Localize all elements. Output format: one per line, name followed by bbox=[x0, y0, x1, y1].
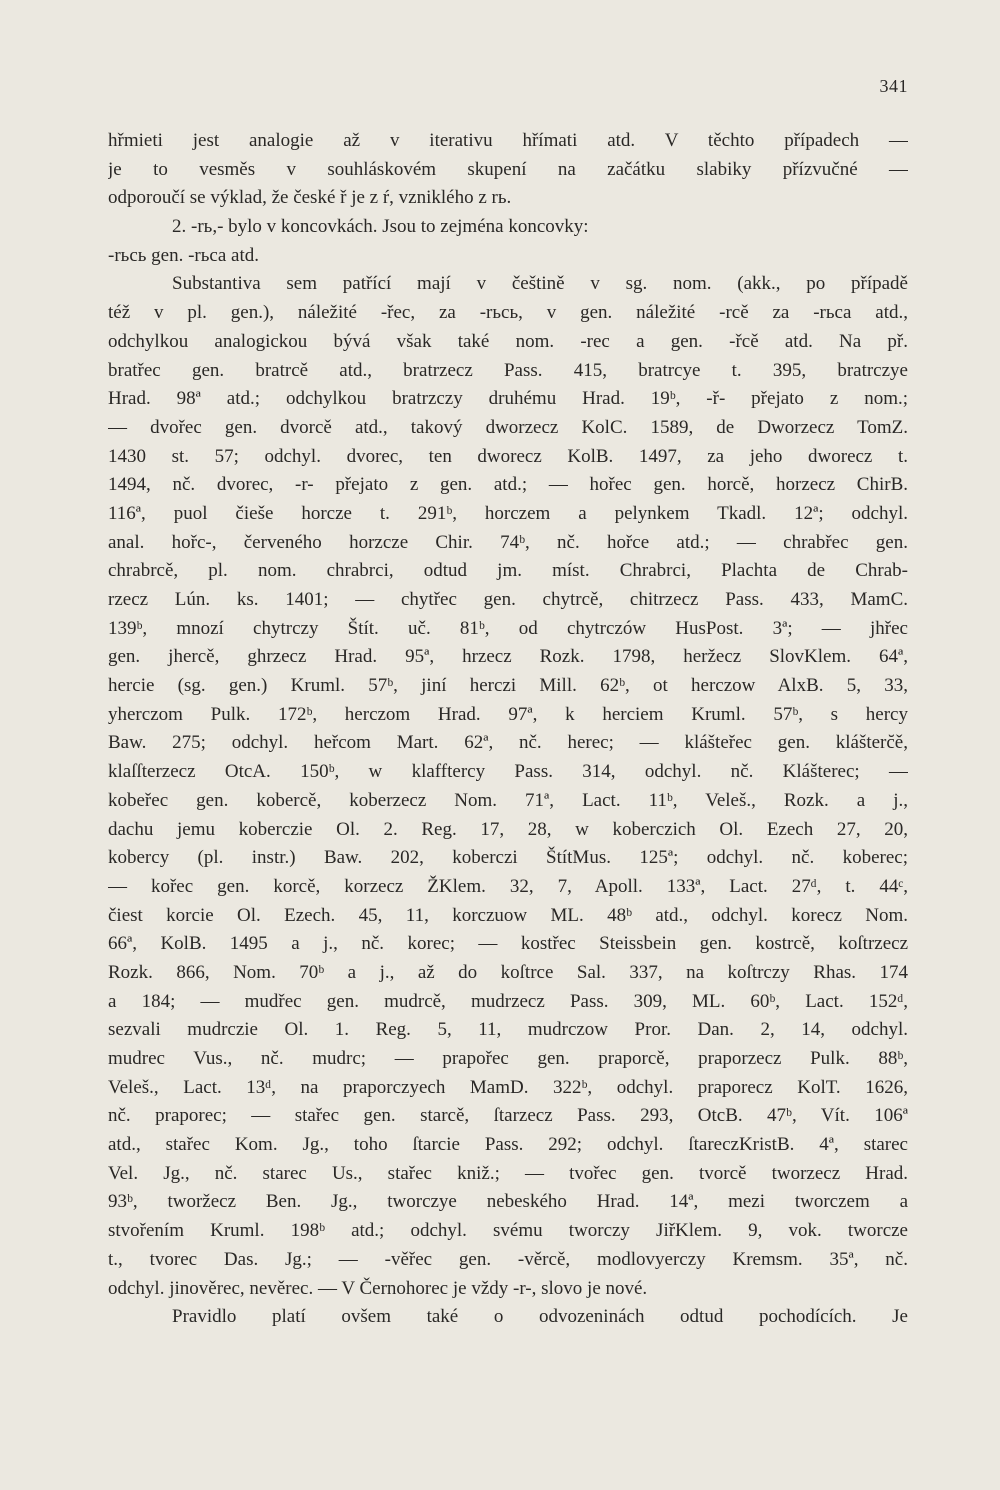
text-line: a 184; — mudřec gen. mudrcě, mudrzecz Pass. 309, ML. 60ᵇ, Lact. 152ᵈ, bbox=[108, 990, 908, 1012]
text-line: stvořením Kruml. 198ᵇ atd.; odchyl. svému tworczy JiřKlem. 9, vok. tworcze bbox=[108, 1220, 908, 1242]
text-line: yherczom Pulk. 172ᵇ, herczom Hrad. 97ª, k herciem Kruml. 57ᵇ, s hercy bbox=[108, 703, 908, 725]
text-line: bratřec gen. bratrcě atd., bratrzecz Pass. 415, bratrcye t. 395, bratrczye bbox=[108, 359, 908, 381]
text-line: klaſſterzecz OtcA. 150ᵇ, w klafftercy Pass. 314, odchyl. nč. Klášterec; — bbox=[108, 761, 908, 783]
text-line: Baw. 275; odchyl. heřcom Mart. 62ª, nč. herec; — klášteřec gen. klášterc̆ě, bbox=[108, 732, 908, 754]
text-line: kobercy (pl. instr.) Baw. 202, koberczi ŠtítMus. 125ª; odchyl. nč. koberec; bbox=[108, 847, 908, 869]
text-line: 93ᵇ, tworžecz Ben. Jg., tworczye nebeského Hrad. 14ª, mezi tworczem a bbox=[108, 1191, 908, 1213]
text-line: 116ª, puol čieše horcze t. 291ᵇ, horczem a pelynkem Tkadl. 12ª; odchyl. bbox=[108, 502, 908, 524]
text-line: kobeřec gen. kobercě, koberzecz Nom. 71ª, Lact. 11ᵇ, Veleš., Rozk. a j., bbox=[108, 789, 908, 811]
text-line: Pravidlo platí ovšem také o odvozeninách odtud pochodících. Je bbox=[172, 1306, 908, 1328]
page-number: 341 bbox=[879, 76, 908, 96]
text-line: Vel. Jg., nč. starec Us., stařec kniž.; — tvořec gen. tvorcě tworzecz Hrad. bbox=[108, 1162, 908, 1184]
text-line: Veleš., Lact. 13ᵈ, na praporczyech MamD. 322ᵇ, odchyl. praporecz KolT. 1626, bbox=[108, 1076, 908, 1098]
text-line: odporoučí se výklad, že české ř je z ŕ, vzniklého z rь. bbox=[108, 187, 512, 209]
text-line: Substantiva sem patřící mají v češtině v sg. nom. (akk., po případě bbox=[172, 273, 908, 295]
text-line: hřmieti jest analogie až v iterativu hřímati atd. V těchto případech — bbox=[108, 130, 908, 151]
text-line: hercie (sg. gen.) Kruml. 57ᵇ, jiní herczi Mill. 62ᵇ, ot herczow AlxB. 5, 33, bbox=[108, 675, 908, 697]
text-line: chrabrcě, pl. nom. chrabrci, odtud jm. míst. Chrabrci, Plachta de Chrab- bbox=[108, 560, 908, 582]
text-line: gen. jhercě, ghrzecz Hrad. 95ª, hrzecz Rozk. 1798, heržecz SlovKlem. 64ª, bbox=[108, 646, 908, 668]
body-text bbox=[108, 127, 908, 1332]
text-line: dachu jemu koberczie Ol. 2. Reg. 17, 28, w koberczich Ol. Ezech 27, 20, bbox=[108, 818, 908, 840]
text-line: 2. -rь,- bylo v koncovkách. Jsou to zejména koncovky: bbox=[172, 216, 589, 238]
text-line: — dvořec gen. dvorcě atd., takový dworzecz KolC. 1589, de Dworzecz TomZ. bbox=[108, 416, 908, 438]
text-line: mudrec Vus., nč. mudrc; — prapořec gen. praporcě, praporzecz Pulk. 88ᵇ, bbox=[108, 1048, 908, 1069]
text-line: rzecz Lún. ks. 1401; — chytřec gen. chytrcě, chitrzecz Pass. 433, MamC. bbox=[108, 589, 908, 610]
text-line: — kořec gen. korcě, korzecz ŽKlem. 32, 7, Apoll. 133ª, Lact. 27ᵈ, t. 44ᶜ, bbox=[108, 875, 908, 897]
text-line: nč. praporec; — stařec gen. starcě, ſtarzecz Pass. 293, OtcB. 47ᵇ, Vít. 106ª bbox=[108, 1105, 908, 1127]
text-line: sezvali mudrczie Ol. 1. Reg. 5, 11, mudrczow Pror. Dan. 2, 14, odchyl. bbox=[108, 1019, 908, 1041]
text-line: 1430 st. 57; odchyl. dvorec, ten dworecz KolB. 1497, za jeho dworecz t. bbox=[108, 445, 908, 467]
text-line: atd., stařec Kom. Jg., toho ſtarcie Pass. 292; odchyl. ſtareczKristB. 4ª, starec bbox=[108, 1134, 908, 1156]
text-line: odchyl. jinověrec, nevěrec. — V Černohorec je vždy -r-, slovo je nové. bbox=[108, 1277, 648, 1299]
text-line: odchylkou analogickou bývá však také nom. -rec a gen. -řcě atd. Na př. bbox=[108, 330, 908, 352]
text-line: čiest korcie Ol. Ezech. 45, 11, korczuow ML. 48ᵇ atd., odchyl. korecz Nom. bbox=[108, 904, 908, 926]
text-line: 1494, nč. dvorec, -r- přejato z gen. atd.; — hořec gen. horcě, horzecz ChirB. bbox=[108, 474, 908, 496]
text-line: 66ª, KolB. 1495 a j., nč. korec; — kostřec Steissbein gen. kostrcě, koſtrzecz bbox=[108, 933, 908, 955]
text-line: Rozk. 866, Nom. 70ᵇ a j., až do koſtrce Sal. 337, na koſtrczy Rhas. 174 bbox=[108, 961, 908, 983]
text-line: -rьcь gen. -rьca atd. bbox=[108, 244, 259, 266]
text-line: t., tvorec Das. Jg.; — -věřec gen. -věrcě, modlovyerczy Kremsm. 35ª, nč. bbox=[108, 1248, 908, 1270]
text-line: Hrad. 98ª atd.; odchylkou bratrzczy druhému Hrad. 19ᵇ, -ř- přejato z nom.; bbox=[108, 388, 908, 410]
text-line: 139ᵇ, mnozí chytrczy Štít. uč. 81ᵇ, od chytrczów HusPost. 3ª; — jhřec bbox=[108, 617, 908, 639]
text-line: je to vesměs v souhláskovém skupení na začátku slabiky přízvučné — bbox=[108, 158, 908, 180]
text-line: též v pl. gen.), náležité -řec, za -rьcь, v gen. náležité -rcě za -rьca atd., bbox=[108, 302, 908, 324]
text-line: anal. hořc-, červeného horzcze Chir. 74ᵇ, nč. hořce atd.; — chrabřec gen. bbox=[108, 531, 908, 553]
